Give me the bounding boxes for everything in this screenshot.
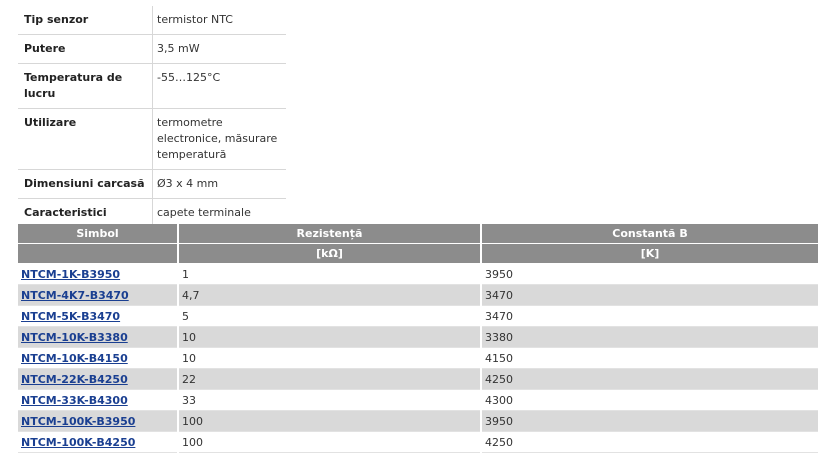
symbol-cell xyxy=(18,264,178,285)
header-resistance[interactable]: Rezistență xyxy=(178,224,481,244)
symbol-cell xyxy=(18,369,178,390)
table-row xyxy=(18,390,818,411)
b-constant-cell: 3950 xyxy=(481,264,818,285)
unit-b-constant: [K] xyxy=(481,244,818,264)
spec-label: Temperatura de lucru xyxy=(18,64,153,109)
product-link[interactable]: NTCM-10K-B3380 xyxy=(21,330,128,344)
resistance-cell: 10 xyxy=(178,348,481,369)
table-row xyxy=(18,327,818,348)
resistance-cell: 10 xyxy=(178,327,481,348)
spec-row xyxy=(18,109,286,170)
table-row xyxy=(18,264,818,285)
product-link[interactable]: NTCM-4K7-B3470 xyxy=(21,288,129,302)
unit-resistance: [kΩ] xyxy=(178,244,481,264)
spec-value: capete terminale xyxy=(153,199,287,244)
spec-label: Tip senzor xyxy=(18,6,153,35)
spec-label: Caracteristici xyxy=(18,199,153,244)
b-constant-cell: 3470 xyxy=(481,285,818,306)
table-row xyxy=(18,306,818,327)
b-constant-cell: 3380 xyxy=(481,327,818,348)
spec-row xyxy=(18,35,286,64)
b-constant-cell: 4150 xyxy=(481,348,818,369)
table-row xyxy=(18,432,818,453)
b-constant-cell: 4250 xyxy=(481,432,818,453)
symbol-cell xyxy=(18,306,178,327)
b-constant-cell: 3950 xyxy=(481,411,818,432)
product-link[interactable]: NTCM-1K-B3950 xyxy=(21,267,121,281)
product-link[interactable]: NTCM-22K-B4250 xyxy=(21,372,128,386)
spec-label: Dimensiuni carcasă xyxy=(18,170,153,199)
resistance-cell: 22 xyxy=(178,369,481,390)
header-row xyxy=(18,224,818,244)
resistance-cell: 5 xyxy=(178,306,481,327)
resistance-cell: 100 xyxy=(178,432,481,453)
spec-table xyxy=(18,6,286,244)
spec-value: termometre electronice, măsurare temperatură xyxy=(153,109,287,170)
unit-symbol-empty xyxy=(18,244,178,264)
table-row xyxy=(18,411,818,432)
product-link[interactable]: NTCM-100K-B3950 xyxy=(21,414,136,428)
product-link[interactable]: NTCM-5K-B3470 xyxy=(21,309,121,323)
product-table xyxy=(18,224,818,453)
spec-label: Putere xyxy=(18,35,153,64)
symbol-cell xyxy=(18,432,178,453)
resistance-cell: 33 xyxy=(178,390,481,411)
symbol-cell xyxy=(18,390,178,411)
spec-value: Ø3 x 4 mm xyxy=(153,170,287,199)
b-constant-cell: 3470 xyxy=(481,306,818,327)
spec-value: -55…125°C xyxy=(153,64,287,109)
resistance-cell: 4,7 xyxy=(178,285,481,306)
table-row xyxy=(18,348,818,369)
table-row xyxy=(18,369,818,390)
table-row xyxy=(18,285,818,306)
b-constant-cell: 4300 xyxy=(481,390,818,411)
symbol-cell xyxy=(18,327,178,348)
product-link[interactable]: NTCM-10K-B4150 xyxy=(21,351,128,365)
unit-row xyxy=(18,244,818,264)
spec-row xyxy=(18,6,286,35)
symbol-cell xyxy=(18,348,178,369)
spec-value: 3,5 mW xyxy=(153,35,287,64)
spec-value: termistor NTC xyxy=(153,6,287,35)
header-symbol[interactable]: Simbol xyxy=(18,224,178,244)
symbol-cell xyxy=(18,285,178,306)
header-b-constant[interactable]: Constantă B xyxy=(481,224,818,244)
b-constant-cell: 4250 xyxy=(481,369,818,390)
resistance-cell: 1 xyxy=(178,264,481,285)
spec-label: Utilizare xyxy=(18,109,153,170)
product-link[interactable]: NTCM-100K-B4250 xyxy=(21,435,136,449)
resistance-cell: 100 xyxy=(178,411,481,432)
spec-row xyxy=(18,170,286,199)
symbol-cell xyxy=(18,411,178,432)
spec-row xyxy=(18,64,286,109)
product-link[interactable]: NTCM-33K-B4300 xyxy=(21,393,128,407)
